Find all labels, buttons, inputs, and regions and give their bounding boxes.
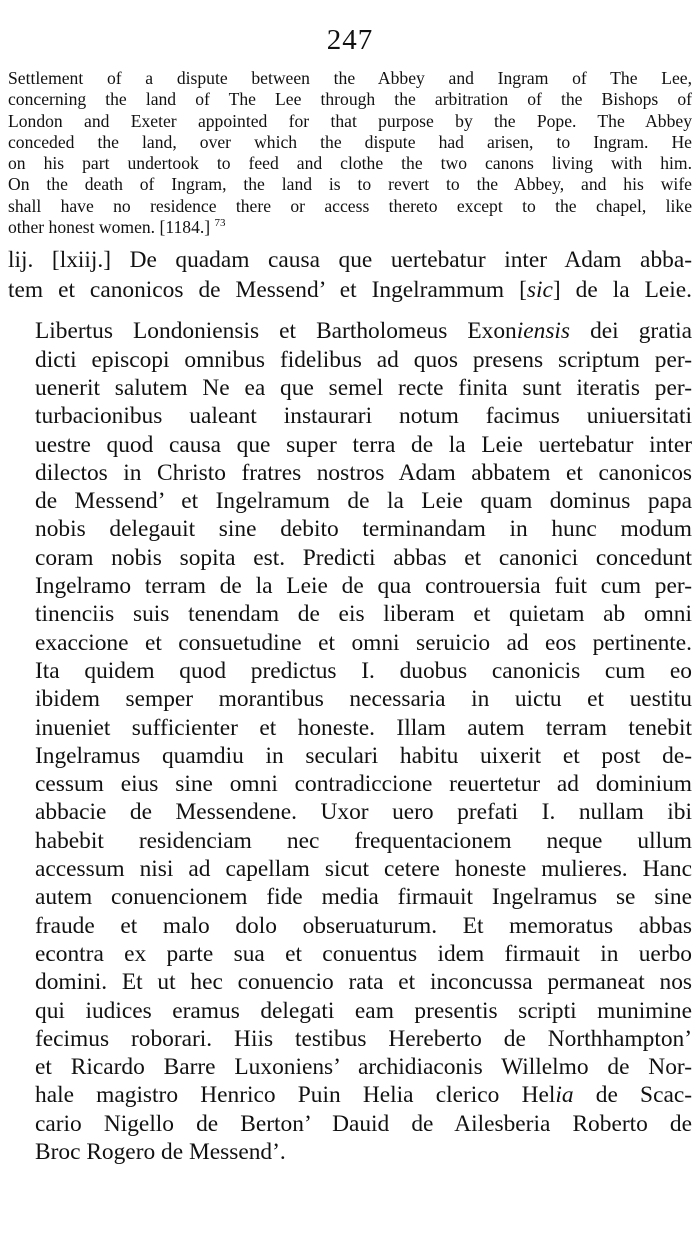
summary-line: Settlement of a dispute between the Abbey and Ingram of The Lee, (8, 68, 692, 88)
charter-italic-run: iensis (516, 318, 571, 345)
charter-line: cario Nigello de Berton’ Dauid de Ailesberia Roberto de (35, 1110, 692, 1137)
footnote-marker: 73 (214, 217, 226, 230)
charter-line: abbacie de Messendene. Uxor uero prefati I. nullam ibi (35, 799, 692, 826)
english-summary (8, 68, 692, 238)
charter-line: nobis delegauit sine debito terminandam in hunc modum (35, 516, 692, 543)
charter-line: domini. Et ut hec conuencio rata et inconcussa permaneat nos (35, 969, 692, 996)
charter-line: dilectos in Christo fratres nostros Adam abbatem et canonicos (35, 459, 692, 486)
summary-line: concerning the land of The Lee through the arbitration of the Bishops of (8, 89, 692, 110)
summary-line: conceded the land, over which the dispute had arisen, to Ingram. He (8, 131, 692, 152)
charter-lines-end (8, 1110, 692, 1167)
charter-line: fecimus roborari. Hiis testibus Hereberto de Northhampton’ (35, 1025, 692, 1052)
charter-line: dicti episcopi omnibus fidelibus ad quos presens scriptum per- (35, 346, 692, 373)
charter-line: Broc Rogero de Messend’. (35, 1138, 286, 1165)
charter-line: Ingelramus quamdiu in seculari habitu uixerit et post de- (35, 742, 692, 769)
charter-first-line (8, 317, 692, 345)
heading-sic: sic (526, 276, 553, 303)
heading-text: tem et canonicos de Messend’ et Ingelrammum [ (8, 276, 527, 303)
charter-line: inueniet sufficienter et honeste. Illam autem terram tenebit (35, 714, 692, 741)
charter-heading (8, 246, 692, 305)
charter-line: autem conuencionem fide media firmauit Ingelramus se sine (35, 884, 692, 911)
page-number: 247 (326, 24, 374, 56)
charter-line: qui iudices eramus delegati eam presentis scripti munimine (35, 997, 692, 1024)
charter-line: econtra ex parte sua et conuentus idem firmauit in uerbo (35, 940, 692, 967)
charter-text-run: dei gratia (570, 318, 692, 345)
summary-line: shall have no residence there or access thereto except to the chapel, like (8, 195, 692, 216)
charter-line: exaccione et consuetudine et omni seruicio ad eos pertinente. (35, 629, 692, 656)
charter-text-run: Libertus Londoniensis et Bartholomeus Exon (35, 318, 517, 345)
charter-line: ibidem semper morantibus necessaria in uictu et uestitu (35, 686, 692, 713)
summary-last-text: other honest women. [1184.] (8, 217, 211, 238)
charter-text-run: hale magistro Henrico Puin Helia clerico Hel (35, 1082, 556, 1109)
summary-line: On the death of Ingram, the land is to revert to the Abbey, and his wife (8, 174, 692, 195)
heading-text: ] de la Leie. (552, 276, 692, 303)
charter-text (8, 317, 692, 1166)
charter-line: uestre quod causa que super terra de la Leie uertebatur inter (35, 431, 692, 458)
charter-line: turbacionibus ualeant instaurari notum facimus uniuersitati (35, 403, 692, 430)
charter-line: tinenciis suis tenendam de eis liberam et quietam ab omni (35, 601, 692, 628)
charter-line: et Ricardo Barre Luxoniens’ archidiaconis Willelmo de Nor- (35, 1054, 692, 1081)
charter-line: Ita quidem quod predictus I. duobus canonicis cum eo (35, 657, 692, 684)
summary-line (8, 217, 692, 238)
charter-line: Ingelramo terram de la Leie de qua controuersia fuit cum per- (35, 573, 692, 600)
charter-line: coram nobis sopita est. Predicti abbas et canonici concedunt (35, 544, 692, 571)
summary-line: on his part undertook to feed and clothe the two canons living with him. (8, 153, 692, 174)
charter-line: de Messend’ et Ingelramum de la Leie quam dominus papa (35, 488, 692, 515)
charter-helia-line (8, 1081, 692, 1109)
charter-line: cessum eius sine omni contradiccione reuertetur ad dominium (35, 771, 692, 798)
charter-line: uenerit salutem Ne ea que semel recte finita sunt iteratis per- (35, 374, 692, 401)
charter-line: habebit residenciam nec frequentacionem neque ullum (35, 827, 692, 854)
summary-line: London and Exeter appointed for that purpose by the Pope. The Abbey (8, 110, 692, 131)
charter-line: fraude et malo dolo obseruaturum. Et memoratus abbas (35, 912, 692, 939)
charter-line: accessum nisi ad capellam sicut cetere honeste mulieres. Hanc (35, 856, 692, 883)
document-page (8, 22, 692, 1166)
charter-lines (8, 346, 692, 1082)
charter-text-run: de Scac- (573, 1082, 693, 1109)
heading-line (8, 276, 692, 306)
heading-line: lij. [lxiij.] De quadam causa que uertebatur inter Adam abba- (8, 247, 692, 274)
charter-italic-run: ia (555, 1082, 574, 1109)
